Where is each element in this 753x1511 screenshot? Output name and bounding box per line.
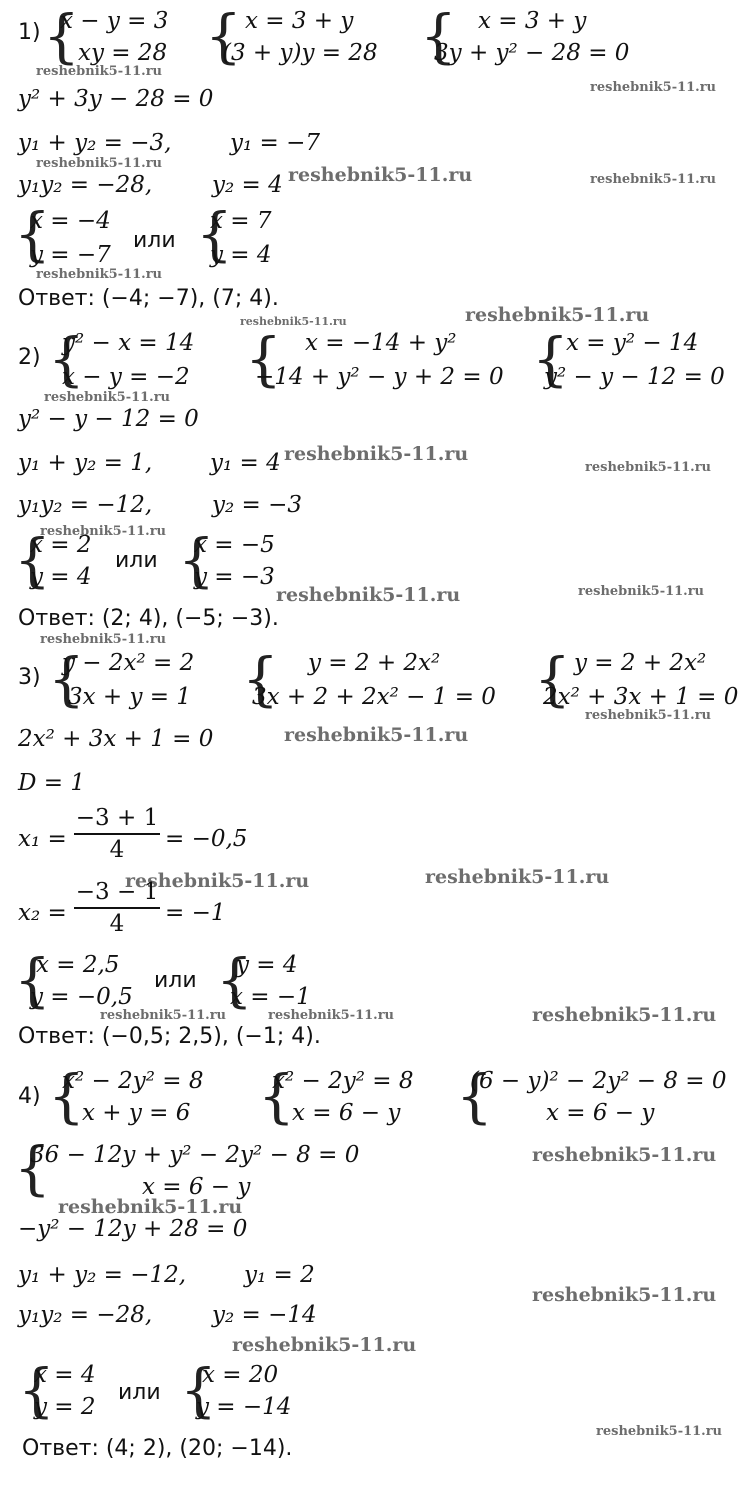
watermark: reshebnik5-11.ru [590,80,717,95]
watermark: reshebnik5-11.ru [532,1144,717,1166]
vieta-sum-1: y₁ + y₂ = −3, [18,130,172,156]
root-2a: y₁ = 4 [210,450,281,476]
watermark: reshebnik5-11.ru [532,1284,717,1306]
case-4b-x: x = 20 [202,1362,279,1388]
watermark: reshebnik5-11.ru [465,304,650,326]
fraction-bar [74,907,160,909]
fraction-x2-denominator: 4 [109,911,125,937]
system-4-step2-b: x = 6 − y [292,1100,401,1126]
problem-3-number: 3) [18,665,41,690]
root-4b: y₂ = −14 [212,1302,317,1328]
system-2-eq-b: x − y = −2 [62,364,190,390]
watermark: reshebnik5-11.ru [288,164,473,186]
watermark: reshebnik5-11.ru [284,443,469,465]
root-x2-value: = −1 [165,900,226,926]
fraction-x1 [74,804,160,864]
watermark: reshebnik5-11.ru [590,172,717,187]
watermark: reshebnik5-11.ru [276,584,461,606]
problem-4-number: 4) [18,1084,41,1109]
vieta-sum-2: y₁ + y₂ = 1, [18,450,153,476]
system-1-step2-b: (3 + y)y = 28 [222,40,378,66]
system-3-eq-a: y − 2x² = 2 [62,650,195,676]
case-4b-y: y = −14 [196,1394,292,1420]
equation-4: −y² − 12y + 28 = 0 [18,1216,248,1242]
watermark: reshebnik5-11.ru [268,1008,395,1023]
system-4-eq-a: x² − 2y² = 8 [62,1068,204,1094]
fraction-x2-numerator: −3 − 1 [75,879,159,905]
system-1-step2-a: x = 3 + y [245,8,354,34]
system-1-eq-b: xy = 28 [78,40,168,66]
watermark: reshebnik5-11.ru [284,724,469,746]
watermark: reshebnik5-11.ru [40,524,167,539]
system-3-step2-a: y = 2 + 2x² [308,650,441,676]
equation-2: y² − y − 12 = 0 [18,406,199,432]
vieta-product-4: y₁y₂ = −28, [18,1302,153,1328]
watermark: reshebnik5-11.ru [40,632,167,647]
equation-1: y² + 3y − 28 = 0 [18,86,214,112]
root-1b: y₂ = 4 [212,172,283,198]
system-1-eq-a: x − y = 3 [60,8,169,34]
equation-3: 2x² + 3x + 1 = 0 [18,726,214,752]
system-1-step3-b: 3y + y² − 28 = 0 [434,40,630,66]
answer-3: Ответ: (−0,5; 2,5), (−1; 4). [18,1024,321,1049]
case-3b-x: x = −1 [230,984,311,1010]
answer-2: Ответ: (2; 4), (−5; −3). [18,606,279,631]
system-4-eq-b: x + y = 6 [82,1100,191,1126]
system-3-step3-a: y = 2 + 2x² [574,650,707,676]
case-1a-y: y = −7 [30,242,111,268]
case-2b-x: x = −5 [194,532,275,558]
case-2a-y: y = 4 [30,564,92,590]
case-1b-y: y = 4 [210,242,272,268]
root-x1-value: = −0,5 [165,826,248,852]
watermark: reshebnik5-11.ru [100,1008,227,1023]
watermark: reshebnik5-11.ru [36,267,163,282]
system-2-step3-b: y² − y − 12 = 0 [544,364,725,390]
watermark: reshebnik5-11.ru [36,64,163,79]
vieta-sum-4: y₁ + y₂ = −12, [18,1262,187,1288]
problem-1-number: 1) [18,20,41,45]
system-3-eq-b: 3x + y = 1 [68,684,192,710]
system-3-step2-b: 3x + 2 + 2x² − 1 = 0 [252,684,496,710]
watermark: reshebnik5-11.ru [425,866,610,888]
case-2a-x: x = 2 [30,532,92,558]
watermark: reshebnik5-11.ru [585,708,712,723]
vieta-product-1: y₁y₂ = −28, [18,172,153,198]
system-3-step3-b: 2x² + 3x + 1 = 0 [543,684,739,710]
watermark: reshebnik5-11.ru [44,390,171,405]
or-label: или [133,228,176,253]
discriminant: D = 1 [18,770,85,796]
root-x1-label: x₁ = [18,826,67,852]
or-label: или [154,968,197,993]
watermark: reshebnik5-11.ru [125,870,310,892]
root-x2-label: x₂ = [18,900,67,926]
system-4-step2-a: x² − 2y² = 8 [272,1068,414,1094]
watermark: reshebnik5-11.ru [240,315,347,328]
watermark: reshebnik5-11.ru [578,584,705,599]
watermark: reshebnik5-11.ru [532,1004,717,1026]
case-4a-x: x = 4 [34,1362,96,1388]
system-4-step4-b: x = 6 − y [142,1174,251,1200]
fraction-x1-numerator: −3 + 1 [75,805,159,831]
or-label: или [118,1380,161,1405]
root-4a: y₁ = 2 [244,1262,315,1288]
system-2-step2-a: x = −14 + y² [305,330,457,356]
root-2b: y₂ = −3 [212,492,303,518]
watermark: reshebnik5-11.ru [58,1196,243,1218]
answer-4: Ответ: (4; 2), (20; −14). [22,1436,293,1461]
root-1a: y₁ = −7 [230,130,321,156]
system-1-step3-a: x = 3 + y [478,8,587,34]
watermark: reshebnik5-11.ru [232,1334,417,1356]
fraction-x2 [74,878,160,938]
watermark: reshebnik5-11.ru [36,156,163,171]
case-4a-y: y = 2 [34,1394,96,1420]
problem-2-number: 2) [18,345,41,370]
system-4-step3-a: (6 − y)² − 2y² − 8 = 0 [470,1068,727,1094]
case-2b-y: y = −3 [194,564,275,590]
fraction-bar [74,833,160,835]
case-3b-y: y = 4 [236,952,298,978]
case-1a-x: x = −4 [30,208,111,234]
case-3a-y: y = −0,5 [30,984,133,1010]
vieta-product-2: y₁y₂ = −12, [18,492,153,518]
answer-1: Ответ: (−4; −7), (7; 4). [18,286,279,311]
case-1b-x: x = 7 [210,208,272,234]
system-4-step3-b: x = 6 − y [546,1100,655,1126]
watermark: reshebnik5-11.ru [585,460,712,475]
or-label: или [115,548,158,573]
system-4-step4-a: 36 − 12y + y² − 2y² − 8 = 0 [30,1142,360,1168]
system-2-step2-b: −14 + y² − y + 2 = 0 [255,364,504,390]
fraction-x1-denominator: 4 [109,837,125,863]
system-2-eq-a: y² − x = 14 [62,330,195,356]
watermark: reshebnik5-11.ru [596,1424,723,1439]
case-3a-x: x = 2,5 [36,952,120,978]
system-2-step3-a: x = y² − 14 [566,330,699,356]
